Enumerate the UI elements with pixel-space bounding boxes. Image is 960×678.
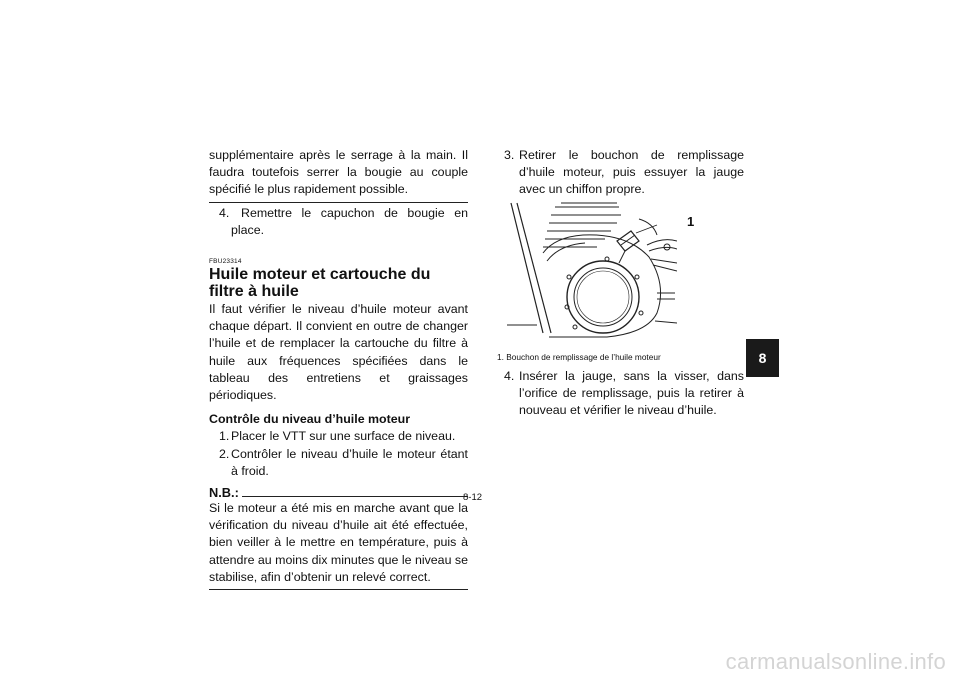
step-4-inserer [497, 368, 744, 420]
note-label: N.B.: [209, 485, 239, 501]
continuation-paragraph: supplémentaire après le serrage à la main. Il faudra toutefois serrer la bougie au couple spécifié le plus rapidement possible. [209, 148, 468, 197]
step-text: Contrôler le niveau d’huile le moteur étant à froid. [231, 446, 468, 478]
section-title: Huile moteur et cartouche du filtre à huile [209, 266, 431, 301]
page-number: 8-12 [463, 492, 483, 503]
step-3 [497, 147, 744, 199]
step-4-remettre [209, 205, 468, 239]
note-end-rule [209, 589, 468, 590]
step-number: 4. [219, 205, 230, 220]
right-column [497, 147, 744, 419]
step-text: Retirer le bouchon de remplissage d’huile moteur, puis essuyer la jauge avec un chiffon propre. [519, 148, 744, 197]
engine-illustration [507, 201, 754, 349]
figure-caption: 1. Bouchon de remplissage de l’huile moteur [497, 351, 661, 362]
left-column [209, 147, 468, 590]
step-1 [209, 428, 468, 445]
watermark: carmanualsonline.info [725, 649, 946, 674]
note-header [209, 486, 468, 500]
engine-drawing [507, 201, 677, 339]
step-number: 2. [219, 446, 230, 461]
divider-rule [209, 202, 468, 203]
chapter-tab: 8 [746, 339, 779, 377]
step-number: 4. [504, 368, 515, 383]
intro-paragraph: Il faut vérifier le niveau d’huile moteur avant chaque départ. Il convient en outre de changer l’huile et de remplacer la cartouche du filtre à huile aux fréquences spécifiées dans le tableau des entretiens et graissages périodiques. [209, 302, 468, 403]
subheading: Contrôle du niveau d’huile moteur [209, 412, 411, 427]
step-text: Remettre le capuchon de bougie en place. [231, 205, 468, 237]
note-text: Si le moteur a été mis en marche avant que la vérification du niveau d’huile ait été effectuée, bien veiller à le mettre en température, puis à attendre au moins dix minutes que le niveau se stabilise, afin d’obtenir un relevé correct. [209, 501, 468, 584]
note-rule [242, 496, 468, 497]
step-2 [209, 446, 468, 480]
section-code: FBU23314 [209, 258, 242, 266]
figure-callout: 1 [687, 213, 695, 229]
step-text: Placer le VTT sur une surface de niveau. [231, 429, 456, 444]
step-number: 3. [504, 148, 515, 162]
step-number: 1. [219, 429, 230, 444]
step-text: Insérer la jauge, sans la visser, dans l’orifice de remplissage, puis la retirer à nouveau et vérifier le niveau d’huile. [519, 368, 744, 418]
